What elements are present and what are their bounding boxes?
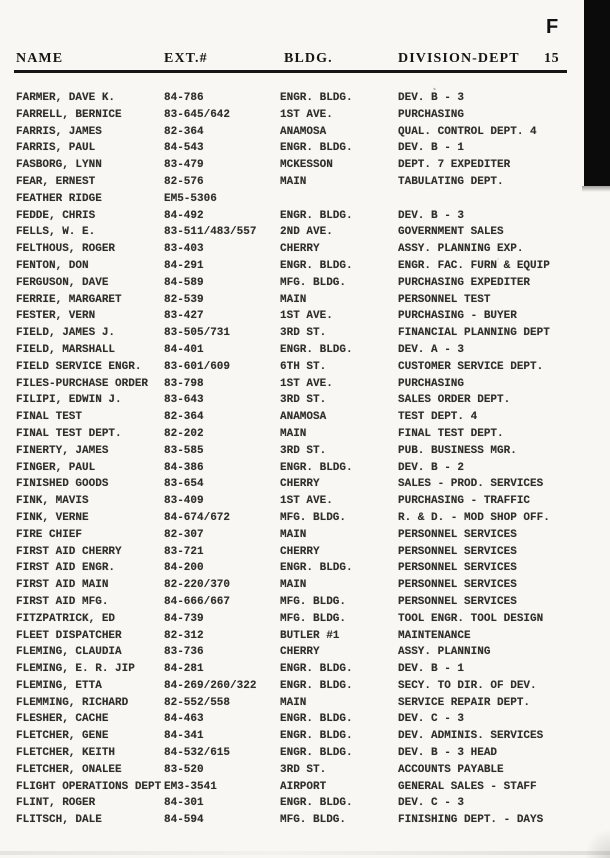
cell-bldg: ENGR. BLDG. bbox=[280, 679, 353, 692]
table-row bbox=[0, 376, 610, 393]
cell-bldg: ENGR. BLDG. bbox=[280, 259, 353, 272]
cell-ext: 83-601/609 bbox=[164, 360, 231, 373]
cell-name: FINERTY, JAMES bbox=[16, 444, 109, 457]
table-row bbox=[0, 544, 610, 561]
table-row bbox=[0, 191, 610, 208]
cell-ext: 84-543 bbox=[164, 142, 204, 155]
cell-ext: 84-674/672 bbox=[164, 511, 231, 524]
cell-division: ASSY. PLANNING EXP. bbox=[398, 243, 524, 256]
cell-name: FARMER, DAVE K. bbox=[16, 92, 116, 104]
table-row bbox=[0, 711, 610, 728]
cell-division: ENGR. FAC. FURN & EQUIP bbox=[398, 259, 550, 272]
cell-ext: 83-643 bbox=[164, 394, 204, 407]
cell-division: MAINTENANCE bbox=[398, 629, 471, 642]
cell-bldg: MAIN bbox=[280, 427, 307, 440]
cell-bldg: AIRPORT bbox=[280, 780, 327, 793]
directory-rows bbox=[0, 90, 610, 829]
column-header-bldg: BLDG. bbox=[284, 51, 333, 66]
cell-bldg: 3RD ST. bbox=[280, 763, 327, 776]
cell-division: TEST DEPT. 4 bbox=[398, 411, 478, 424]
cell-bldg: CHERRY bbox=[280, 243, 320, 256]
cell-bldg: CHERRY bbox=[280, 545, 320, 558]
cell-ext: 84-739 bbox=[164, 612, 204, 625]
cell-division: DEV. B - 3 HEAD bbox=[398, 747, 498, 760]
cell-name: FLETCHER, GENE bbox=[16, 730, 109, 743]
cell-division: DEV. ADMINIS. SERVICES bbox=[398, 730, 544, 743]
column-header-ext: EXT.# bbox=[164, 51, 208, 66]
cell-division: TOOL ENGR. TOOL DESIGN bbox=[398, 612, 544, 625]
table-row bbox=[0, 426, 610, 443]
cell-name: FITZPATRICK, ED bbox=[16, 612, 116, 625]
cell-bldg: 1ST AVE. bbox=[280, 495, 333, 508]
cell-ext: EM3-3541 bbox=[164, 780, 217, 793]
cell-ext: 83-511/483/557 bbox=[164, 226, 257, 239]
cell-name: FIRST AID ENGR. bbox=[16, 562, 116, 575]
cell-bldg: MFG. BLDG. bbox=[280, 612, 347, 625]
cell-bldg: BUTLER #1 bbox=[280, 629, 340, 642]
cell-bldg: MAIN bbox=[280, 175, 307, 188]
cell-bldg: 3RD ST. bbox=[280, 444, 327, 457]
table-row bbox=[0, 292, 610, 309]
cell-ext: 84-386 bbox=[164, 461, 204, 474]
cell-ext: 84-341 bbox=[164, 730, 204, 743]
cell-name: FEDDE, CHRIS bbox=[16, 209, 96, 222]
cell-name: FLEMING, E. R. JIP bbox=[16, 663, 135, 676]
cell-ext: 82-307 bbox=[164, 528, 204, 541]
scan-corner-shade bbox=[584, 828, 610, 858]
cell-ext: 83-654 bbox=[164, 478, 204, 491]
cell-division: FINANCIAL PLANNING DEPT bbox=[398, 327, 550, 340]
table-row bbox=[0, 510, 610, 527]
cell-ext: 83-520 bbox=[164, 763, 204, 776]
cell-bldg: 1ST AVE. bbox=[280, 108, 333, 121]
table-row bbox=[0, 527, 610, 544]
cell-bldg: ENGR. BLDG. bbox=[280, 343, 353, 356]
cell-name: FLEMING, CLAUDIA bbox=[16, 646, 122, 659]
table-row bbox=[0, 745, 610, 762]
cell-name: FINAL TEST bbox=[16, 411, 83, 424]
cell-bldg: CHERRY bbox=[280, 646, 320, 659]
cell-name: FENTON, DON bbox=[16, 259, 89, 272]
table-row bbox=[0, 795, 610, 812]
table-row bbox=[0, 258, 610, 275]
cell-name: FINISHED GOODS bbox=[16, 478, 109, 491]
cell-bldg: ENGR. BLDG. bbox=[280, 730, 353, 743]
cell-ext: 84-594 bbox=[164, 814, 204, 827]
cell-division: DEV. B - 1 bbox=[398, 663, 465, 676]
cell-name: FIRST AID MAIN bbox=[16, 579, 109, 592]
cell-name: FLESHER, CACHE bbox=[16, 713, 109, 726]
cell-bldg: ENGR. BLDG. bbox=[280, 663, 353, 676]
table-row bbox=[0, 728, 610, 745]
cell-bldg: MAIN bbox=[280, 528, 307, 541]
cell-division: PURCHASING EXPEDITER bbox=[398, 276, 531, 289]
cell-division: DEV. B - 2 bbox=[398, 461, 465, 474]
cell-ext: 82-364 bbox=[164, 411, 204, 424]
cell-name: FELTHOUS, ROGER bbox=[16, 243, 116, 256]
cell-ext: 82-364 bbox=[164, 125, 204, 138]
table-row bbox=[0, 476, 610, 493]
table-row bbox=[0, 174, 610, 191]
cell-division: DEV. B - 3 bbox=[398, 209, 465, 222]
cell-bldg: 1ST AVE. bbox=[280, 310, 333, 323]
cell-bldg: 6TH ST. bbox=[280, 360, 327, 373]
scan-bottom-smudge bbox=[0, 851, 610, 855]
cell-bldg: ENGR. BLDG. bbox=[280, 209, 353, 222]
cell-bldg: CHERRY bbox=[280, 478, 320, 491]
cell-ext: 82-312 bbox=[164, 629, 204, 642]
cell-division: PERSONNEL SERVICES bbox=[398, 579, 517, 592]
cell-ext: EM5-5306 bbox=[164, 192, 217, 205]
cell-division: DEV. B - 3 bbox=[398, 92, 465, 104]
table-row bbox=[0, 224, 610, 241]
cell-division: CUSTOMER SERVICE DEPT. bbox=[398, 360, 544, 373]
table-row bbox=[0, 577, 610, 594]
table-row bbox=[0, 762, 610, 779]
cell-bldg: 3RD ST. bbox=[280, 327, 327, 340]
cell-division: QUAL. CONTROL DEPT. 4 bbox=[398, 125, 537, 138]
cell-division: DEV. C - 3 bbox=[398, 713, 465, 726]
cell-name: FIRST AID CHERRY bbox=[16, 545, 122, 558]
cell-bldg: ENGR. BLDG. bbox=[280, 747, 353, 760]
scan-speck bbox=[497, 258, 499, 260]
cell-ext: 84-463 bbox=[164, 713, 204, 726]
table-row bbox=[0, 594, 610, 611]
cell-ext: 82-552/558 bbox=[164, 696, 231, 709]
table-row bbox=[0, 208, 610, 225]
cell-division: SECY. TO DIR. OF DEV. bbox=[398, 679, 537, 692]
cell-division: PURCHASING bbox=[398, 377, 465, 390]
cell-name: FINGER, PAUL bbox=[16, 461, 96, 474]
cell-bldg: MFG. BLDG. bbox=[280, 595, 347, 608]
cell-ext: 84-589 bbox=[164, 276, 204, 289]
table-row bbox=[0, 644, 610, 661]
cell-division: PERSONNEL SERVICES bbox=[398, 528, 517, 541]
cell-bldg: ENGR. BLDG. bbox=[280, 562, 353, 575]
cell-ext: 82-220/370 bbox=[164, 579, 231, 592]
table-row bbox=[0, 157, 610, 174]
header-rule bbox=[14, 70, 567, 73]
cell-name: FERGUSON, DAVE bbox=[16, 276, 109, 289]
cell-name: FILIPI, EDWIN J. bbox=[16, 394, 122, 407]
table-row bbox=[0, 661, 610, 678]
cell-ext: 84-786 bbox=[164, 92, 204, 104]
table-row bbox=[0, 493, 610, 510]
cell-division: PERSONNEL SERVICES bbox=[398, 545, 517, 558]
cell-division: PERSONNEL SERVICES bbox=[398, 595, 517, 608]
cell-name: FLETCHER, KEITH bbox=[16, 747, 116, 760]
cell-division: PURCHASING - TRAFFIC bbox=[398, 495, 531, 508]
cell-bldg: ENGR. BLDG. bbox=[280, 142, 353, 155]
cell-ext: 82-202 bbox=[164, 427, 204, 440]
cell-division: ACCOUNTS PAYABLE bbox=[398, 763, 504, 776]
cell-name: FARRIS, JAMES bbox=[16, 125, 102, 138]
cell-bldg: 3RD ST. bbox=[280, 394, 327, 407]
cell-name: FLEMING, ETTA bbox=[16, 679, 102, 692]
cell-division: ASSY. PLANNING bbox=[398, 646, 491, 659]
table-row bbox=[0, 140, 610, 157]
cell-bldg: MFG. BLDG. bbox=[280, 276, 347, 289]
cell-name: FIRE CHIEF bbox=[16, 528, 83, 541]
cell-bldg: ENGR. BLDG. bbox=[280, 92, 353, 104]
cell-ext: 83-409 bbox=[164, 495, 204, 508]
cell-division: DEV. A - 3 bbox=[398, 343, 465, 356]
cell-division: DEV. B - 1 bbox=[398, 142, 465, 155]
cell-ext: 83-645/642 bbox=[164, 108, 231, 121]
cell-ext: 83-403 bbox=[164, 243, 204, 256]
table-row bbox=[0, 325, 610, 342]
cell-name: FESTER, VERN bbox=[16, 310, 96, 323]
cell-name: FIRST AID MFG. bbox=[16, 595, 109, 608]
cell-division: SALES - PROD. SERVICES bbox=[398, 478, 544, 491]
table-row bbox=[0, 275, 610, 292]
cell-ext: 84-301 bbox=[164, 797, 204, 810]
cell-name: FLITSCH, DALE bbox=[16, 814, 102, 827]
cell-name: FARRIS, PAUL bbox=[16, 142, 96, 155]
cell-division: PERSONNEL TEST bbox=[398, 293, 491, 306]
cell-bldg: ANAMOSA bbox=[280, 411, 327, 424]
cell-ext: 83-427 bbox=[164, 310, 204, 323]
column-header-name: NAME bbox=[16, 51, 64, 66]
cell-ext: 83-479 bbox=[164, 159, 204, 172]
cell-division: TABULATING DEPT. bbox=[398, 175, 504, 188]
cell-bldg: MAIN bbox=[280, 293, 307, 306]
table-row bbox=[0, 628, 610, 645]
cell-ext: 82-576 bbox=[164, 175, 204, 188]
cell-division: PERSONNEL SERVICES bbox=[398, 562, 517, 575]
table-row bbox=[0, 812, 610, 829]
cell-ext: 82-539 bbox=[164, 293, 204, 306]
cell-ext: 84-200 bbox=[164, 562, 204, 575]
table-row bbox=[0, 611, 610, 628]
table-row bbox=[0, 308, 610, 325]
table-row bbox=[0, 342, 610, 359]
section-letter: F bbox=[546, 16, 559, 38]
cell-division: R. & D. - MOD SHOP OFF. bbox=[398, 511, 550, 524]
cell-bldg: MAIN bbox=[280, 696, 307, 709]
cell-division: PURCHASING bbox=[398, 108, 465, 121]
cell-division: SALES ORDER DEPT. bbox=[398, 394, 511, 407]
table-row bbox=[0, 359, 610, 376]
cell-name: FINAL TEST DEPT. bbox=[16, 427, 122, 440]
cell-name: FIELD, MARSHALL bbox=[16, 343, 116, 356]
cell-ext: 84-492 bbox=[164, 209, 204, 222]
column-header-division: DIVISION-DEPT bbox=[398, 51, 520, 66]
cell-name: FLEET DISPATCHER bbox=[16, 629, 122, 642]
cell-bldg: 2ND AVE. bbox=[280, 226, 333, 239]
cell-name: FLETCHER, ONALEE bbox=[16, 763, 122, 776]
cell-ext: 84-269/260/322 bbox=[164, 679, 257, 692]
cell-bldg: ENGR. BLDG. bbox=[280, 797, 353, 810]
cell-ext: 84-401 bbox=[164, 343, 204, 356]
cell-name: FEAR, ERNEST bbox=[16, 175, 96, 188]
cell-ext: 84-666/667 bbox=[164, 595, 231, 608]
cell-ext: 84-281 bbox=[164, 663, 204, 676]
table-row bbox=[0, 695, 610, 712]
cell-bldg: ENGR. BLDG. bbox=[280, 713, 353, 726]
table-row bbox=[0, 779, 610, 796]
cell-name: FIELD SERVICE ENGR. bbox=[16, 360, 142, 373]
cell-bldg: ANAMOSA bbox=[280, 125, 327, 138]
cell-division: DEV. C - 3 bbox=[398, 797, 465, 810]
cell-division: DEPT. 7 EXPEDITER bbox=[398, 159, 511, 172]
table-row bbox=[0, 392, 610, 409]
cell-division: SERVICE REPAIR DEPT. bbox=[398, 696, 531, 709]
cell-bldg: ENGR. BLDG. bbox=[280, 461, 353, 474]
cell-name: FERRIE, MARGARET bbox=[16, 293, 122, 306]
cell-name: FINK, MAVIS bbox=[16, 495, 89, 508]
cell-name: FLEMMING, RICHARD bbox=[16, 696, 129, 709]
cell-name: FEATHER RIDGE bbox=[16, 192, 102, 205]
cell-division: GENERAL SALES - STAFF bbox=[398, 780, 537, 793]
cell-division: PURCHASING - BUYER bbox=[398, 310, 517, 323]
page-number: 15 bbox=[544, 51, 560, 66]
cell-name: FIELD, JAMES J. bbox=[16, 327, 116, 340]
cell-ext: 84-532/615 bbox=[164, 747, 231, 760]
table-row bbox=[0, 107, 610, 124]
cell-name: FARRELL, BERNICE bbox=[16, 108, 122, 121]
cell-name: FELLS, W. E. bbox=[16, 226, 96, 239]
cell-bldg: MFG. BLDG. bbox=[280, 511, 347, 524]
cell-bldg: MCKESSON bbox=[280, 159, 333, 172]
cell-name: FILES-PURCHASE ORDER bbox=[16, 377, 149, 390]
cell-division: PUB. BUSINESS MGR. bbox=[398, 444, 517, 457]
table-row bbox=[0, 241, 610, 258]
cell-name: FLINT, ROGER bbox=[16, 797, 96, 810]
cell-ext: 83-505/731 bbox=[164, 327, 231, 340]
cell-ext: 83-585 bbox=[164, 444, 204, 457]
table-row bbox=[0, 560, 610, 577]
cell-ext: 83-736 bbox=[164, 646, 204, 659]
table-row bbox=[0, 678, 610, 695]
table-row bbox=[0, 409, 610, 426]
cell-bldg: MFG. BLDG. bbox=[280, 814, 347, 827]
cell-name: FINK, VERNE bbox=[16, 511, 89, 524]
table-row bbox=[0, 443, 610, 460]
cell-name: FASBORG, LYNN bbox=[16, 159, 102, 172]
cell-division: GOVERNMENT SALES bbox=[398, 226, 504, 239]
cell-ext: 83-721 bbox=[164, 545, 204, 558]
cell-division: FINAL TEST DEPT. bbox=[398, 427, 504, 440]
cell-ext: 84-291 bbox=[164, 259, 204, 272]
cell-ext: 83-798 bbox=[164, 377, 204, 390]
cell-bldg: MAIN bbox=[280, 579, 307, 592]
table-row bbox=[0, 124, 610, 141]
cell-bldg: 1ST AVE. bbox=[280, 377, 333, 390]
table-row bbox=[0, 90, 610, 107]
table-row bbox=[0, 460, 610, 477]
cell-division: FINISHING DEPT. - DAYS bbox=[398, 814, 544, 827]
cell-name: FLIGHT OPERATIONS DEPT bbox=[16, 780, 162, 793]
